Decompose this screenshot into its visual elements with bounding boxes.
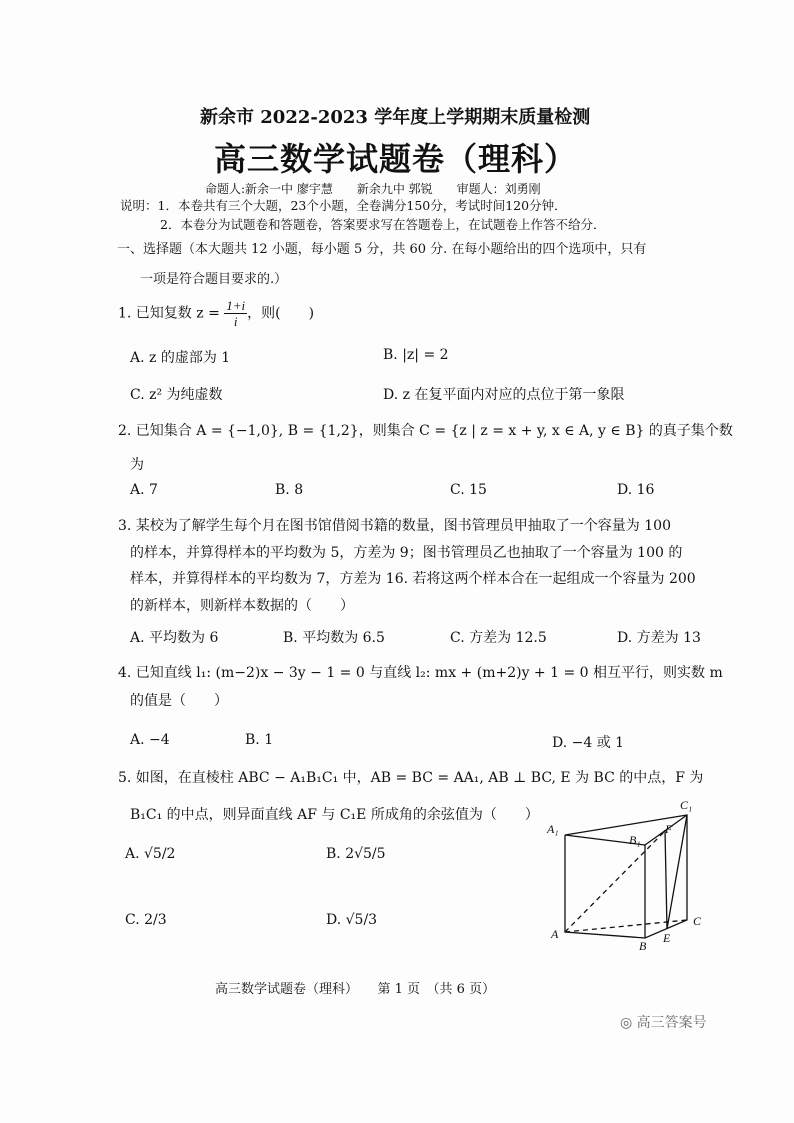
q3-option-d: D. 方差为 13 <box>617 630 701 646</box>
question-3-line-1: 3. 某校为了解学生每个月在图书馆借阅书籍的数量，图书管理员甲抽取了一个容量为 100 <box>118 518 671 534</box>
question-3-line-4: 的新样本，则新样本数据的（ ） <box>130 598 354 614</box>
q1-stem: 1. 已知复数 z = <box>118 305 225 322</box>
q5-option-c: C. 2/3 <box>125 912 167 928</box>
question-1 <box>118 298 314 329</box>
exam-title: 高三数学试题卷（理科） <box>214 140 578 178</box>
question-2: 2. 已知集合 A = {−1,0}, B = {1,2}，则集合 C = {z | z = x + y, x ∈ A, y ∈ B} 的真子集个数 <box>118 423 733 439</box>
page-footer: 高三数学试题卷（理科） 第 1 页 （共 6 页） <box>215 982 496 997</box>
denominator: i <box>233 314 238 329</box>
q5-option-d: D. √5/3 <box>326 912 378 928</box>
question-3-line-3: 样本，并算得样本的平均数为 7，方差为 16. 若将这两个样本合在一起组成一个容量为 200 <box>130 571 696 587</box>
label-b: B <box>639 939 647 950</box>
question-5-line-2: B₁C₁ 的中点，则异面直线 AF 与 C₁E 所成角的余弦值为（ ） <box>130 807 539 823</box>
label-a: A <box>551 927 559 941</box>
q1-option-b: B. |z| = 2 <box>383 347 449 363</box>
label-e: E <box>663 931 671 945</box>
q3-option-c: C. 方差为 12.5 <box>450 630 547 646</box>
q2-option-c: C. 15 <box>450 482 487 498</box>
q2-option-b: B. 8 <box>275 482 304 498</box>
prism-figure <box>535 795 710 950</box>
q2-option-a: A. 7 <box>130 482 158 498</box>
watermark <box>620 1012 707 1032</box>
q5-option-b: B. 2√5/5 <box>326 846 386 862</box>
exam-subtitle: 新余市 2022-2023 学年度上学期期末质量检测 <box>200 107 591 128</box>
label-b1: B₁ <box>629 833 641 847</box>
watermark-text: 高三答案号 <box>636 1015 707 1031</box>
label-a1: A₁ <box>547 822 559 836</box>
authors: 命题人:新余一中 廖宇慧 新余九中 郭锐 审题人：刘勇刚 <box>205 182 541 196</box>
question-4-line-2: 的值是（ ） <box>130 693 228 709</box>
q4-option-d: D. −4 或 1 <box>552 735 625 751</box>
q3-option-a: A. 平均数为 6 <box>130 630 219 646</box>
line-c1e <box>665 830 667 929</box>
note-2: 2．本卷分为试题卷和答题卷，答案要求写在答题卷上，在试题卷上作答不给分． <box>160 217 606 232</box>
label-c: C <box>693 914 702 928</box>
label-c1: C₁ <box>680 798 693 812</box>
section-heading: 一、选择题（本大题共 12 小题，每小题 5 分，共 60 分. 在每小题给出的四个选项中，只有 <box>117 242 647 257</box>
q1-option-d: D. z 在复平面内对应的点位于第一象限 <box>383 387 625 403</box>
question-3-line-2: 的样本，并算得样本的平均数为 5，方差为 9；图书管理员乙也抽取了一个容量为 100 的 <box>130 545 683 561</box>
q4-option-a: A. −4 <box>130 732 170 748</box>
q1-option-a: A. z 的虚部为 1 <box>130 350 231 366</box>
line-af <box>565 830 666 932</box>
note-1: 说明：1．本卷共有三个大题，23个小题，全卷满分150分，考试时间120分钟． <box>120 198 567 213</box>
q1-option-c: C. z² 为纯虚数 <box>130 387 223 403</box>
q1-fraction <box>224 298 247 329</box>
label-f: F <box>665 822 673 836</box>
q4-option-b: B. 1 <box>245 732 274 748</box>
q3-option-b: B. 平均数为 6.5 <box>283 630 385 646</box>
q2-option-d: D. 16 <box>617 482 655 498</box>
q1-tail: ，则( ) <box>247 305 315 322</box>
q5-option-a: A. √5/2 <box>125 846 176 862</box>
numerator: 1+i <box>226 298 246 313</box>
question-4-line-1: 4. 已知直线 l₁: (m−2)x − 3y − 1 = 0 与直线 l₂: mx + (m+2)y + 1 = 0 相互平行，则实数 m <box>118 665 723 681</box>
wechat-icon: ◎ <box>620 1015 637 1031</box>
question-2-cont: 为 <box>130 457 144 473</box>
section-heading-cont: 一项是符合题目要求的.） <box>140 272 288 287</box>
question-5-line-1: 5. 如图，在直棱柱 ABC − A₁B₁C₁ 中，AB = BC = AA₁, AB ⊥ BC, E 为 BC 的中点，F 为 <box>118 770 704 786</box>
